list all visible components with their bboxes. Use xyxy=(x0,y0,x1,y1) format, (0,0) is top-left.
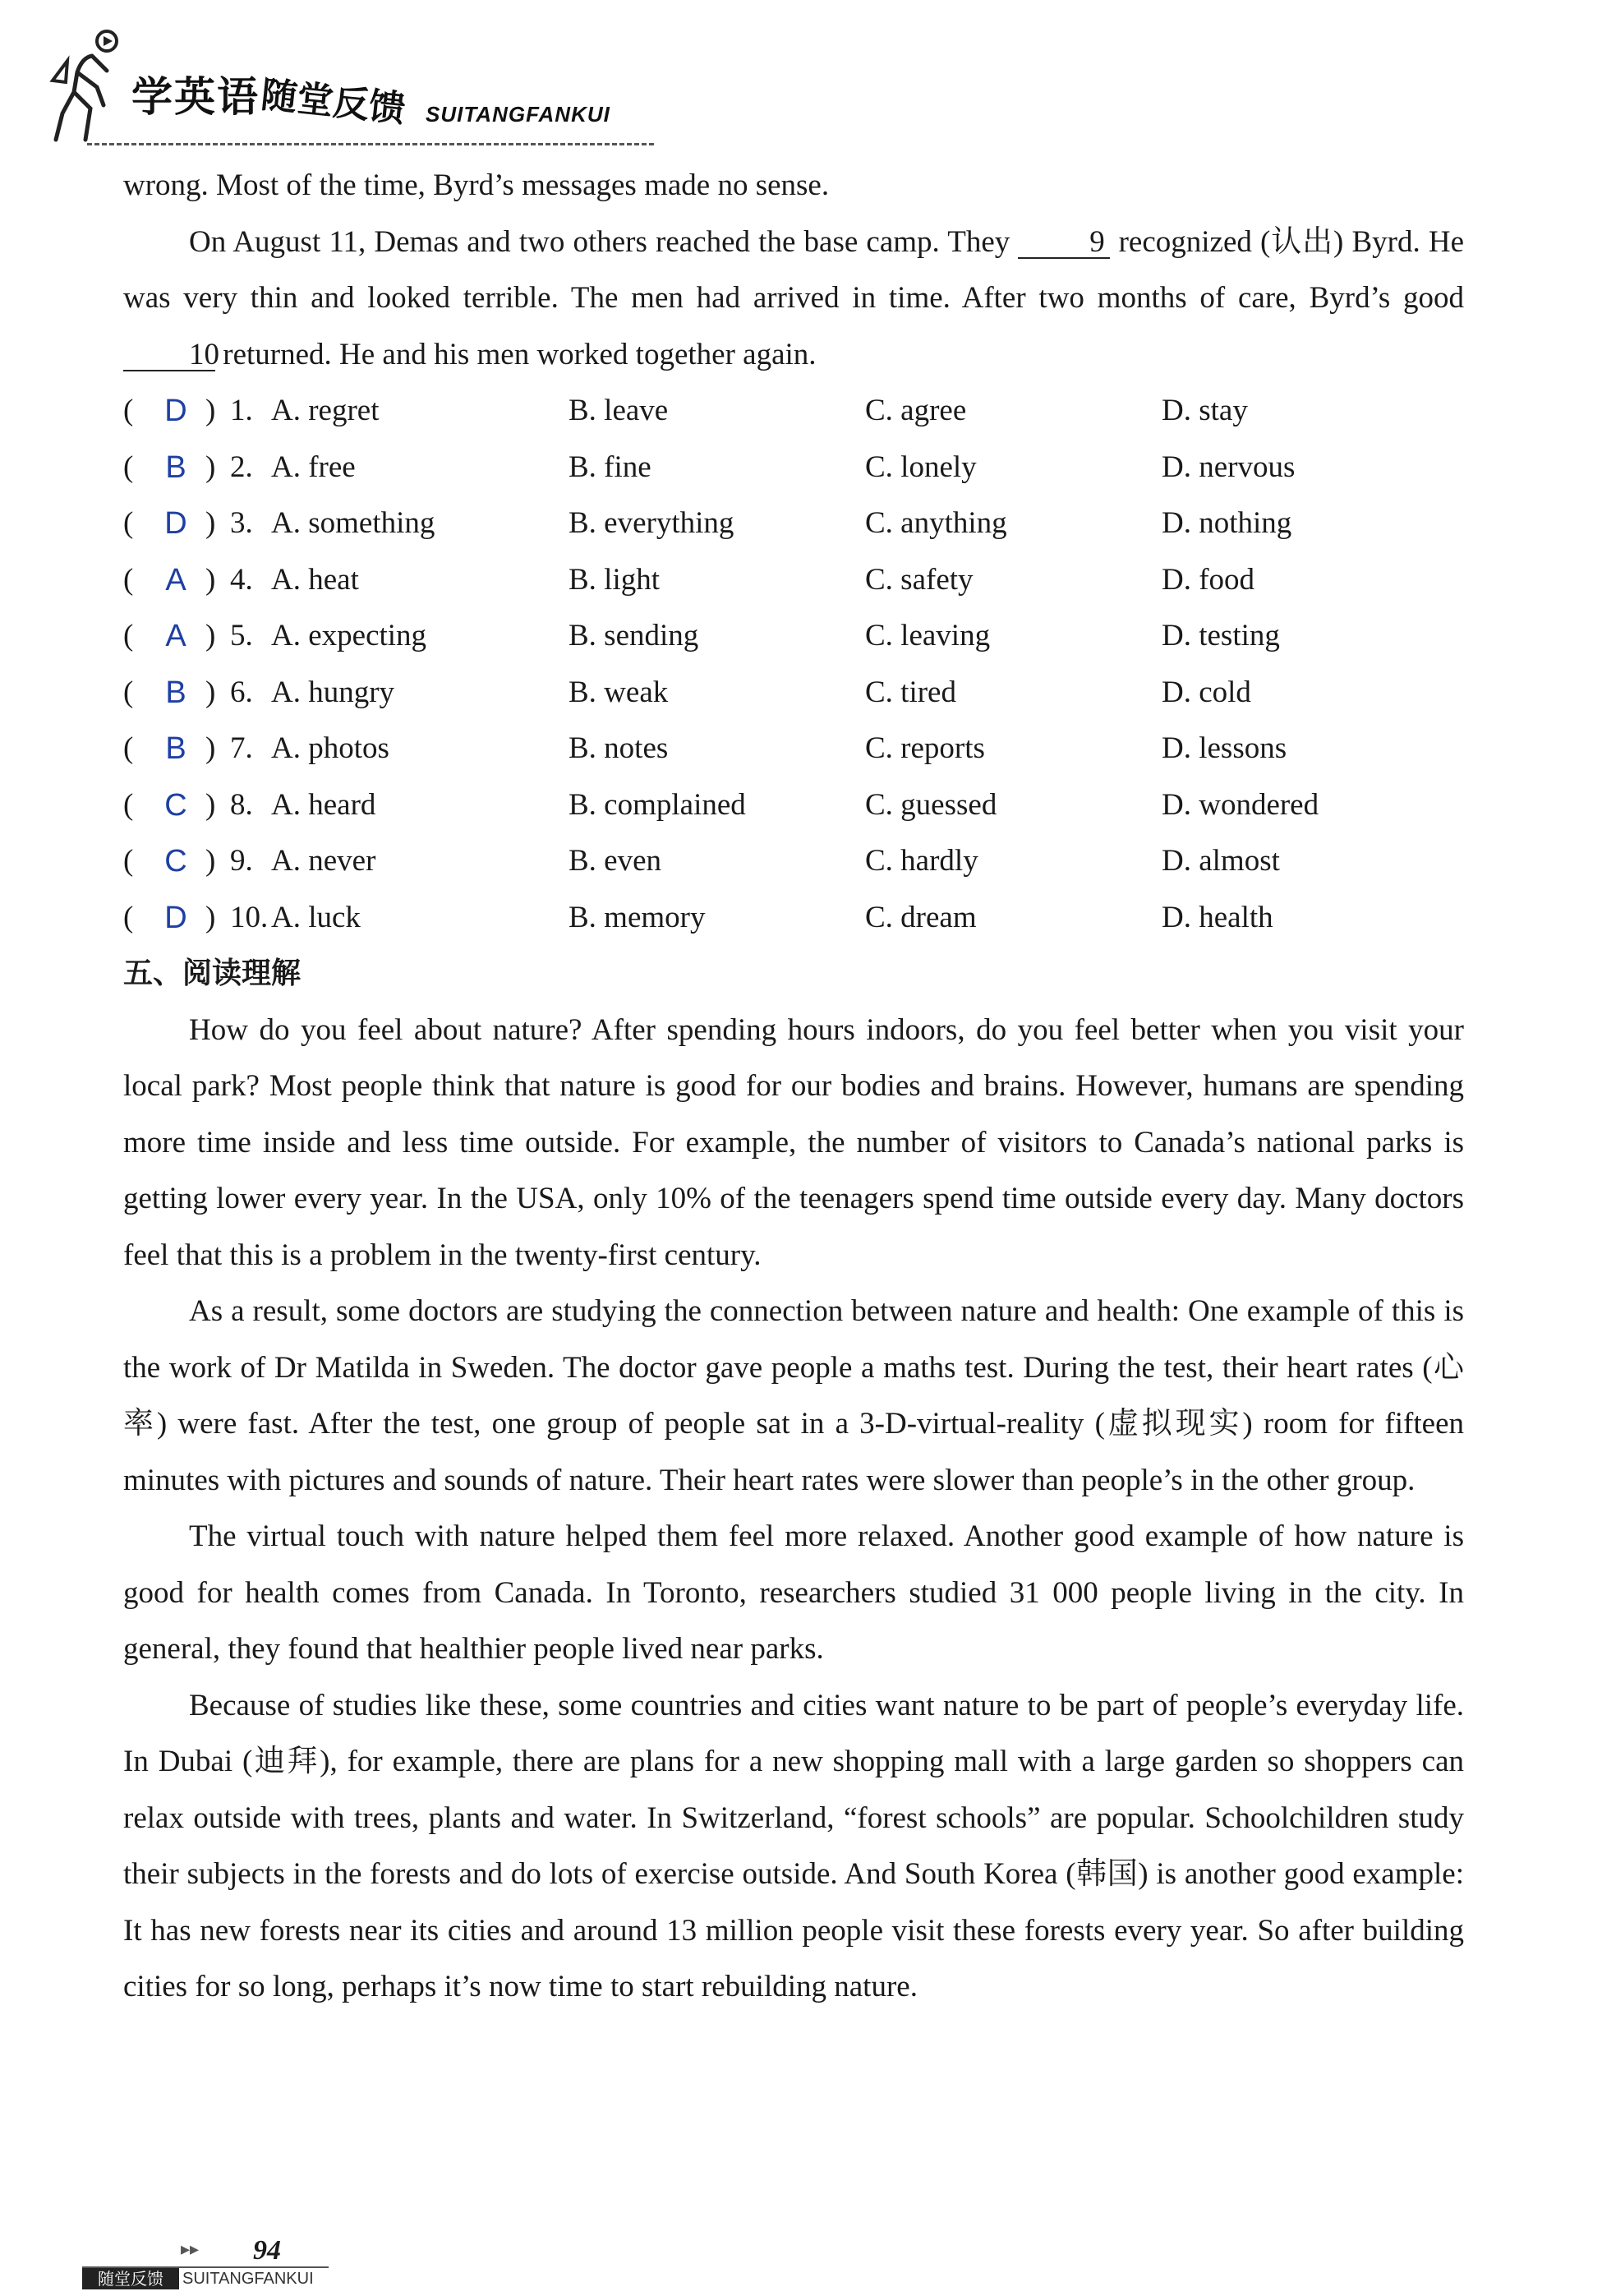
header-subtitle-en: SUITANGFANKUI xyxy=(426,102,610,127)
answer-mark: A xyxy=(165,619,186,653)
paren-open: ( xyxy=(123,450,134,484)
answer-mark: B xyxy=(165,675,186,710)
reading-paragraph-4: Because of studies like these, some countries and cities want nature to be part of people’s everyday life. In Dubai (迪拜), for example, there are plans for a new shopping mall with a large garden so shoppers can relax outside with trees, plants and water. In Switzerland, “forest schools” are popular. Schoolchildren study their subjects in the forests and do lots of exercise outside. And South Korea (韩国) is another good example: It has new forests near its cities and around 13 million people visit these forests every year. So after building cities for so long, perhaps it’s now time to start rebuilding nature. xyxy=(123,1688,1464,2003)
footer-label-en: SUITANGFANKUI xyxy=(182,2270,314,2288)
option-d: D. wondered xyxy=(1162,787,1319,822)
option-d: D. food xyxy=(1162,562,1255,597)
question-number: 1. xyxy=(230,394,253,427)
option-b: B. sending xyxy=(569,619,699,652)
option-b: B. memory xyxy=(569,900,706,934)
option-a: A. expecting xyxy=(271,619,427,652)
option-d: D. stay xyxy=(1162,394,1248,427)
page-content xyxy=(123,158,1464,2016)
question-number: 3. xyxy=(230,506,253,540)
page-header xyxy=(49,23,674,154)
option-d: D. testing xyxy=(1162,619,1280,652)
paren-open: ( xyxy=(123,731,134,765)
option-c: C. hardly xyxy=(865,844,978,878)
paren-open: ( xyxy=(123,394,134,427)
option-row-1 xyxy=(123,383,1464,440)
paren-close: ) xyxy=(205,619,216,652)
answer-mark: B xyxy=(165,731,186,766)
question-number: 9. xyxy=(230,844,253,878)
answer-mark: C xyxy=(164,844,187,878)
option-a: A. regret xyxy=(271,394,380,427)
paren-open: ( xyxy=(123,562,134,597)
option-d: D. lessons xyxy=(1162,731,1287,765)
paren-open: ( xyxy=(123,787,134,822)
question-number: 8. xyxy=(230,787,253,822)
option-row-9 xyxy=(123,833,1464,890)
answer-mark: D xyxy=(164,506,187,541)
option-c: C. guessed xyxy=(865,787,997,822)
cloze-blank-9: 9 xyxy=(1018,227,1110,259)
option-b: B. leave xyxy=(569,394,669,427)
question-number: 5. xyxy=(230,619,253,652)
option-b: B. everything xyxy=(569,506,734,540)
paren-close: ) xyxy=(205,844,216,878)
answer-mark: B xyxy=(165,450,186,485)
option-a: A. photos xyxy=(271,731,389,765)
paren-close: ) xyxy=(205,900,216,934)
option-a: A. luck xyxy=(271,900,361,934)
cloze-lead-line: wrong. Most of the time, Byrd’s messages made no sense. xyxy=(123,168,830,202)
paren-close: ) xyxy=(205,450,216,484)
page-footer xyxy=(82,2234,657,2291)
option-c: C. agree xyxy=(865,394,967,427)
reading-paragraph-1: How do you feel about nature? After spending hours indoors, do you feel better when you visit your local park? Most people think that nature is good for our bodies and brains. However, humans are spending more time inside and less time outside. For example, the number of visitors to Canada’s national parks is getting lower every year. In the USA, only 10% of the teenagers spend time outside every day. Many doctors feel that this is a problem in the twenty-first century. xyxy=(123,1012,1464,1272)
paren-open: ( xyxy=(123,506,134,540)
paren-close: ) xyxy=(205,675,216,709)
option-b: B. light xyxy=(569,562,661,597)
option-d: D. almost xyxy=(1162,844,1280,878)
page-number: 94 xyxy=(253,2235,281,2266)
option-c: C. anything xyxy=(865,506,1007,540)
reading-paragraph-2: As a result, some doctors are studying the connection between nature and health: One example of this is the work of Dr Matilda in Sweden. The doctor gave people a maths test. During the test, their heart rates (心率) were fast. After the test, one group of people sat in a 3-D-virtual-reality (虚拟现实) room for fifteen minutes with pictures and sounds of nature. Their heart rates were slower than people’s in the other group. xyxy=(123,1294,1464,1497)
answer-mark: C xyxy=(164,787,187,823)
section-heading-reading: 五、阅读理解 xyxy=(123,957,302,990)
question-number: 10. xyxy=(230,900,269,934)
question-number: 7. xyxy=(230,731,253,765)
paren-close: ) xyxy=(205,787,216,822)
option-row-8 xyxy=(123,777,1464,834)
question-number: 4. xyxy=(230,562,253,597)
option-b: B. fine xyxy=(569,450,651,484)
cloze-paragraph xyxy=(123,214,1464,384)
option-c: C. reports xyxy=(865,731,985,765)
option-row-7 xyxy=(123,721,1464,777)
option-b: B. weak xyxy=(569,675,669,709)
option-b: B. complained xyxy=(569,787,746,822)
option-b: B. even xyxy=(569,844,662,878)
paren-open: ( xyxy=(123,675,134,709)
option-a: A. never xyxy=(271,844,376,878)
option-row-6 xyxy=(123,665,1464,722)
option-d: D. health xyxy=(1162,900,1273,934)
question-number: 2. xyxy=(230,450,253,484)
option-row-4 xyxy=(123,552,1464,609)
option-row-3 xyxy=(123,496,1464,552)
option-d: D. nervous xyxy=(1162,450,1296,484)
page-arrows-icon: ▸▸ xyxy=(181,2238,200,2259)
paren-open: ( xyxy=(123,619,134,652)
cloze-blank-10: 10 xyxy=(123,339,215,371)
cloze-text-after-9: recognized (认出) Byrd. He was very thin and looked terrible. The men had arrived in time. After two months of care, Byrd’s good xyxy=(123,224,1465,315)
option-c: C. lonely xyxy=(865,450,977,484)
header-divider xyxy=(87,143,654,145)
paren-close: ) xyxy=(205,394,216,427)
footer-label: 随堂反馈 xyxy=(82,2268,179,2289)
option-c: C. leaving xyxy=(865,619,991,652)
answer-mark: D xyxy=(164,900,187,935)
header-subtitle: 随堂反馈 xyxy=(259,73,407,131)
header-title: 学英语 xyxy=(131,73,260,121)
paren-open: ( xyxy=(123,900,134,934)
option-a: A. something xyxy=(271,506,435,540)
paren-open: ( xyxy=(123,844,134,878)
option-c: C. dream xyxy=(865,900,977,934)
option-d: D. nothing xyxy=(1162,506,1292,540)
options-list xyxy=(123,383,1464,946)
option-a: A. heard xyxy=(271,787,376,822)
question-number: 6. xyxy=(230,675,253,709)
option-a: A. free xyxy=(271,450,356,484)
reading-paragraph-3: The virtual touch with nature helped them feel more relaxed. Another good example of how nature is good for health comes from Canada. In Toronto, researchers studied 31 000 people living in the city. In general, they found that healthier people lived near parks. xyxy=(123,1519,1464,1666)
option-d: D. cold xyxy=(1162,675,1251,709)
paren-close: ) xyxy=(205,506,216,540)
paren-close: ) xyxy=(205,731,216,765)
answer-mark: D xyxy=(164,394,187,428)
option-row-10 xyxy=(123,890,1464,947)
option-row-5 xyxy=(123,608,1464,665)
option-b: B. notes xyxy=(569,731,669,765)
cloze-text-after-10: returned. He and his men worked together again. xyxy=(215,337,817,371)
cloze-text-before-9: On August 11, Demas and two others reached the base camp. They xyxy=(189,224,1019,259)
runner-logo-icon xyxy=(49,23,140,146)
option-a: A. heat xyxy=(271,562,359,597)
answer-mark: A xyxy=(165,562,186,597)
option-row-2 xyxy=(123,440,1464,496)
option-c: C. tired xyxy=(865,675,956,709)
paren-close: ) xyxy=(205,562,216,597)
option-a: A. hungry xyxy=(271,675,395,709)
option-c: C. safety xyxy=(865,562,974,597)
